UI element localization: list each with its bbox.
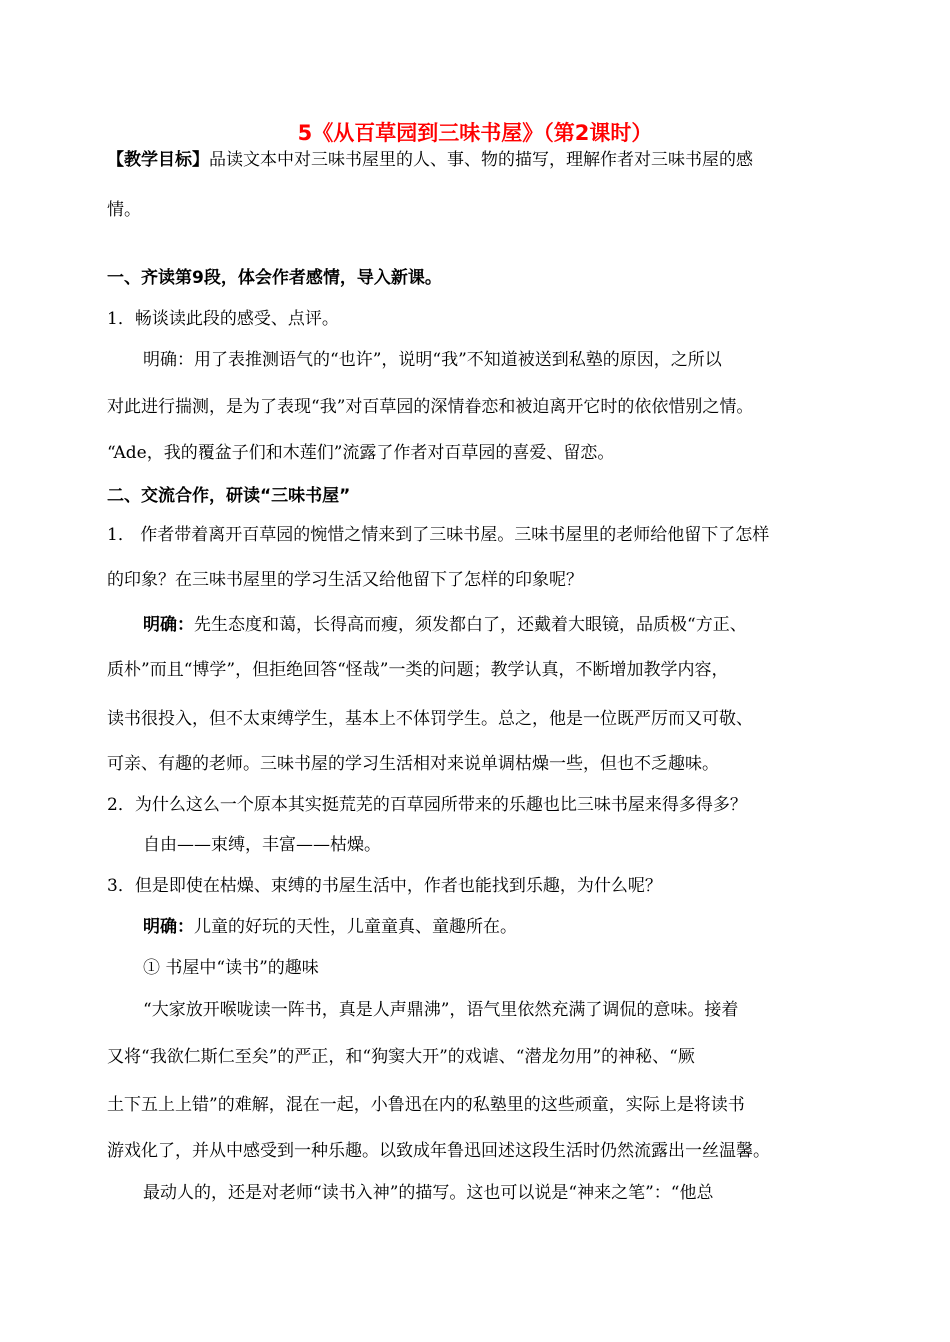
answer-text: 先生态度和蔼，长得高而瘦，须发都白了，还戴着大眼镜，品质极“方正、 xyxy=(194,615,747,635)
paragraph1-line-3: 土下五上上错”的难解，混在一起，小鲁迅在内的私塾里的这些顽童，实际上是将读书 xyxy=(107,1095,745,1115)
section1-heading: 一、齐读第9段，体会作者感情，导入新课。 xyxy=(107,268,442,288)
section2-heading: 二、交流合作，研读“三味书屋” xyxy=(107,486,351,506)
section1-answer-line-2: 对此进行揣测，是为了表现“我”对百草园的深情眷恋和被迫离开它时的依依惜别之情。 xyxy=(107,397,754,417)
paragraph1-line-2: 又将“我欲仁斯仁至矣”的严正，和“狗窦大开”的戏谑、“潜龙勿用”的神秘、“厥 xyxy=(107,1047,695,1067)
subheading-reading-fun: ① 书屋中“读书”的趣味 xyxy=(143,958,319,978)
answer-label: 明确： xyxy=(143,615,194,635)
section2-a1-line-2: 质朴”而且“博学”，但拒绝回答“怪哉”一类的问题；教学认真，不断增加教学内容， xyxy=(107,660,729,680)
objective-text: 品读文本中对三味书屋里的人、事、物的描写，理解作者对三味书屋的感 xyxy=(209,150,753,170)
paragraph1-line-1: “大家放开喉咙读一阵书，真是人声鼎沸”，语气里依然充满了调侃的意味。接着 xyxy=(143,1000,739,1020)
section2-a1-line-4: 可亲、有趣的老师。三味书屋的学习生活相对来说单调枯燥一些，但也不乏趣味。 xyxy=(107,754,719,774)
section2-answer-2: 自由——束缚，丰富——枯燥。 xyxy=(143,835,381,855)
section2-question-3: 3．但是即使在枯燥、束缚的书屋生活中，作者也能找到乐趣，为什么呢？ xyxy=(107,876,662,896)
section1-answer-line-1: 明确：用了表推测语气的“也许”，说明“我”不知道被送到私塾的原因，之所以 xyxy=(143,350,722,370)
section2-question-2: 2．为什么这么一个原本其实挺荒芜的百草园所带来的乐趣也比三味书屋来得多得多？ xyxy=(107,795,747,815)
document-title: 5《从百草园到三味书屋》（第2课时） xyxy=(297,121,653,145)
answer-text: 儿童的好玩的天性，儿童童真、童趣所在。 xyxy=(194,917,517,937)
objective-line-1 xyxy=(107,150,753,170)
section2-q1-line-1: 1． 作者带着离开百草园的惋惜之情来到了三味书屋。三味书屋里的老师给他留下了怎样 xyxy=(107,525,770,545)
section1-question-1: 1．畅谈读此段的感受、点评。 xyxy=(107,309,339,329)
section1-answer-line-3: “Ade，我的覆盆子们和木莲们”流露了作者对百草园的喜爱、留恋。 xyxy=(107,443,615,463)
objective-line-2: 情。 xyxy=(107,200,141,220)
section2-q1-line-2: 的印象？在三味书屋里的学习生活又给他留下了怎样的印象呢？ xyxy=(107,570,583,590)
paragraph2-line-1: 最动人的，还是对老师“读书入神”的描写。这也可以说是“神来之笔”：“他总 xyxy=(143,1183,714,1203)
objective-label: 【教学目标】 xyxy=(107,150,209,170)
answer-label: 明确： xyxy=(143,917,194,937)
section2-a3-line xyxy=(143,917,517,937)
section2-a1-line-1 xyxy=(143,615,747,635)
paragraph1-line-4: 游戏化了，并从中感受到一种乐趣。以致成年鲁迅回述这段生活时仍然流露出一丝温馨。 xyxy=(107,1141,770,1161)
section2-a1-line-3: 读书很投入，但不太束缚学生，基本上不体罚学生。总之，他是一位既严厉而又可敬、 xyxy=(107,709,753,729)
